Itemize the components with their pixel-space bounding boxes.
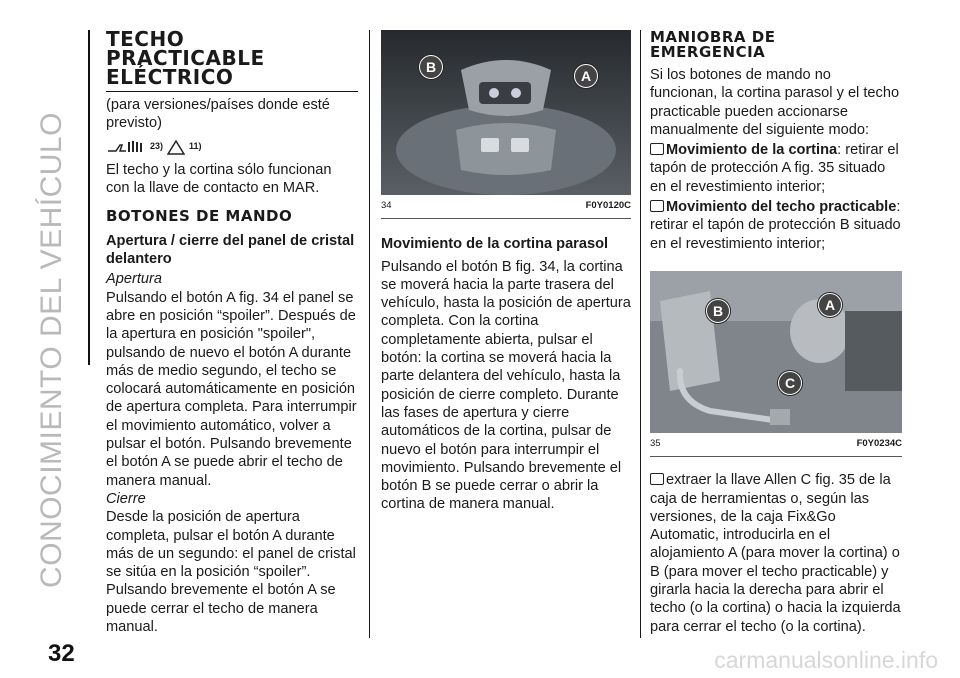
marker-a: A xyxy=(818,293,842,317)
figure-35-image xyxy=(650,271,902,433)
marker-b: B xyxy=(706,299,730,323)
column-left xyxy=(106,27,358,636)
hand-bullet-icon xyxy=(650,143,664,155)
figure-35-caption xyxy=(650,433,902,457)
allen-key-illustration xyxy=(650,271,902,433)
cierre-text: Desde la posición de apertura completa, pulsar el botón A durante más de un segundo: el panel de cristal se sitúa en la posición “spoiler”. Pulsando brevemente el botón A se puede cerrar el techo de manera manual. xyxy=(106,509,356,636)
subsection-title: Apertura / cierre del panel de cristal delantero xyxy=(106,232,355,268)
marker-c: C xyxy=(778,371,802,395)
chapter-title: CONOCIMIENTO DEL VEHÍCULO xyxy=(35,112,68,588)
chapter-rule xyxy=(88,30,90,365)
section-title-botones: BOTONES DE MANDO xyxy=(106,207,293,226)
figure-34-caption xyxy=(381,195,631,219)
figure-number: 35 xyxy=(650,437,661,449)
roof-console-illustration xyxy=(381,30,631,195)
figure-code: F0Y0234C xyxy=(856,437,902,449)
column-divider xyxy=(369,30,370,638)
availability-note: (para versiones/países donde esté previsto) xyxy=(106,97,330,132)
column-middle xyxy=(381,30,631,514)
step-3: extraer la llave Allen C fig. 35 de la caja de herramientas o, según las versiones, de la caja Fix&Go Automatic, introducirla en el alojamiento A (para mover la cortina) o B (para mover el techo practicable) y girarla hacia la derecha para abrir el techo (o la cortina) o hacia la izquierda para cerrar el techo (o la cortina). xyxy=(650,472,901,635)
warning-references: 23) 11) xyxy=(106,137,358,155)
section-title-emergencia: MANIOBRA DE EMERGENCIA xyxy=(650,28,776,61)
subsection-title-cortina: Movimiento de la cortina parasol xyxy=(381,236,609,253)
cortina-text: Pulsando el botón B fig. 34, la cortina se moverá hacia la parte trasera del vehículo, hasta la posición de apertura completa. Con la cortina completamente abierta, pulsar el botón: la cortina se moverá hacia la parte delantera del vehículo, hasta la posición de cierre completo. Durante las fases de apertura y cierre automáticos de la cortina, pulsar de nuevo el botón para interrumpir el movimiento. Pulsando brevemente el botón B se puede cerrar o abrir la cortina de manera manual. xyxy=(381,258,631,513)
page-number: 32 xyxy=(48,640,75,667)
marker-a: A xyxy=(574,64,598,88)
section-title-techo: TECHO PRACTICABLE ELÉCTRICO xyxy=(106,30,358,92)
hand-warning-icon xyxy=(106,139,146,155)
step-1: Movimiento de la cortina: retirar el tapón de protección A fig. 35 situado en el revestimiento interior; xyxy=(650,142,899,195)
watermark: carmanualsonline.info xyxy=(714,647,938,673)
caution-triangle-icon xyxy=(167,139,185,155)
figure-code: F0Y0120C xyxy=(585,200,631,211)
intro-text: El techo y la cortina sólo funcionan con la llave de contacto en MAR. xyxy=(106,161,332,197)
column-right xyxy=(650,30,902,636)
figure-34-image xyxy=(381,30,631,195)
marker-b: B xyxy=(419,55,443,79)
apertura-label: Apertura xyxy=(106,271,162,288)
column-divider xyxy=(640,30,641,638)
figure-number: 34 xyxy=(381,200,392,211)
hand-bullet-icon xyxy=(650,200,664,212)
emergency-intro: Si los botones de mando no funcionan, la cortina parasol y el techo practicable pueden accionarse manualmente del siguiente modo: xyxy=(650,67,900,138)
apertura-text: Pulsando el botón A fig. 34 el panel se abre en posición “spoiler”. Después de la apertura en posición "spoiler", pulsando de nuevo el botón A durante más de medio segundo, el techo se colocará automáticamente en posición de apertura completa. Para interrumpir el movimiento automático, volver a pulsar el botón. Pulsando brevemente el botón A se puede abrir el techo de manera manual. xyxy=(106,289,357,489)
step-2: Movimiento del techo practicable: retirar el tapón de protección B situado en el revestimiento interior; xyxy=(650,199,901,252)
cierre-label: Cierre xyxy=(106,490,146,507)
hand-bullet-icon xyxy=(650,473,664,485)
